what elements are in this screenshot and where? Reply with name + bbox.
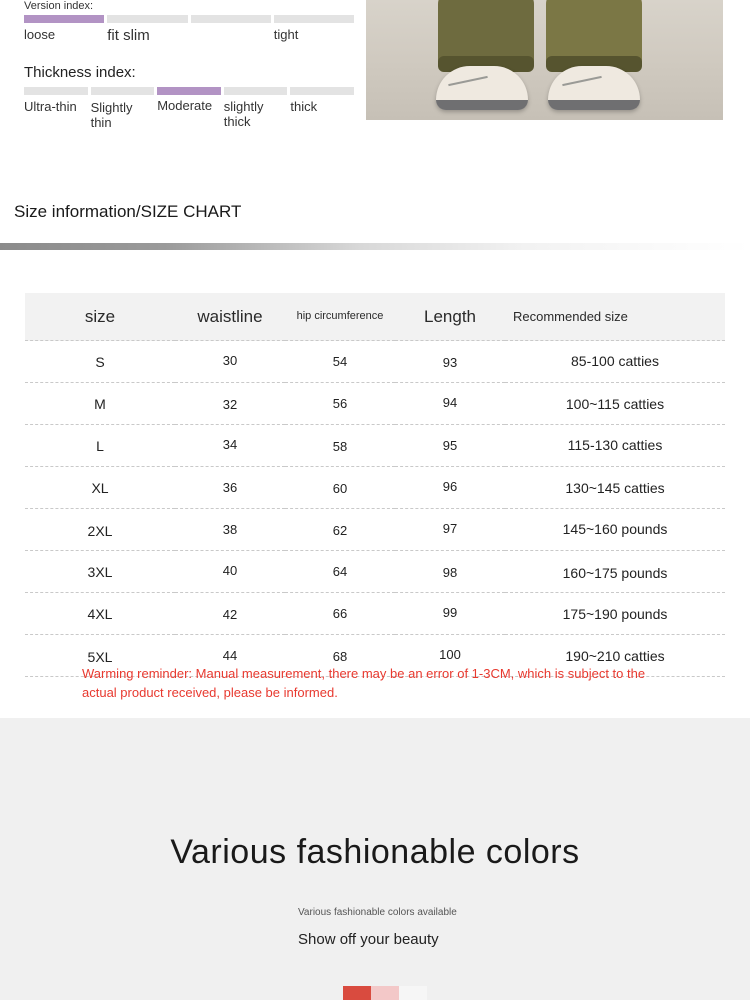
thickness-index-segment [24,87,88,95]
version-index-bar [24,15,354,23]
column-header-hip: hip circumference [285,293,395,341]
color-swatch[interactable] [399,986,427,1000]
cell-hip: 64 [285,551,395,593]
cell-hip: 56 [285,383,395,425]
sneaker-left-sole [436,100,528,110]
table-row [25,509,725,551]
version-index-segment [274,15,354,23]
cell-recommended: 115-130 catties [505,424,725,466]
table-header-row [25,293,725,341]
version-index-label [191,28,271,45]
cell-recommended: 145~160 pounds [505,508,725,550]
cell-recommended: 160~175 pounds [505,552,725,594]
colors-section [0,718,750,1000]
color-swatch[interactable] [343,986,371,1000]
cell-length: 93 [395,342,505,384]
column-header-recommended: Recommended size [505,293,725,341]
cell-length: 98 [395,552,505,594]
cell-waistline: 36 [175,467,285,509]
size-chart-header [25,293,725,341]
version-index-title: Version index: [24,0,94,12]
version-index-label: loose [24,27,56,42]
cell-size: S [25,341,175,383]
cell-hip: 60 [285,468,395,510]
cell-waistline: 34 [175,424,285,466]
cell-size: 3XL [25,551,175,593]
cell-size: 4XL [25,593,175,635]
thickness-index-segment [91,87,155,95]
cell-hip: 62 [285,510,395,552]
table-row [25,341,725,383]
indices-section [0,0,750,180]
color-swatch-list [343,986,427,1000]
cell-size: XL [25,467,175,509]
thickness-index-label: thick [290,99,318,114]
cell-size: 2XL [25,510,175,552]
version-index-label: fit slim [107,27,150,44]
cell-size: M [25,383,175,425]
cell-waistline: 32 [175,384,285,426]
cell-waistline: 44 [175,635,285,677]
cell-recommended: 130~145 catties [505,467,725,509]
thickness-index-title: Thickness index: [24,64,136,81]
table-row [25,467,725,509]
cell-hip: 66 [285,593,395,635]
cell-length: 96 [395,466,505,508]
size-chart-body [25,341,725,677]
column-header-waistline: waistline [175,293,285,341]
thickness-index-label: Ultra-thin [24,99,77,114]
cell-waistline: 38 [175,509,285,551]
cell-length: 94 [395,382,505,424]
thickness-index-label: slightly thick [223,99,264,129]
column-header-length: Length [395,293,505,341]
version-index-segment [191,15,271,23]
table-row [25,593,725,635]
cell-length: 100 [395,634,505,676]
cell-length: 97 [395,508,505,550]
table-row [25,383,725,425]
cell-recommended: 190~210 catties [505,635,725,677]
thickness-index-segment [224,87,288,95]
measurement-warning-text: Warming reminder: Manual measurement, there may be an error of 1-3CM, which is subject to the actual product received, please be informed. [82,666,646,700]
cell-length: 99 [395,592,505,634]
size-chart-table-wrapper [25,293,725,677]
cell-hip: 54 [285,341,395,383]
thickness-index-segment [290,87,354,95]
cell-recommended: 100~115 catties [505,383,725,425]
version-index-segment [24,15,104,23]
thickness-index-segment [157,87,221,95]
sneaker-right-sole [548,100,640,110]
size-chart-heading: Size information/SIZE CHART [14,202,242,221]
table-row [25,425,725,467]
cell-length: 95 [395,425,505,467]
thickness-index-block [24,64,354,130]
cell-waistline: 30 [175,340,285,382]
section-divider [0,243,750,250]
cell-hip: 68 [285,636,395,678]
size-chart-table [25,293,725,677]
version-index-labels [24,28,354,45]
hero-product-image [366,0,723,120]
cell-waistline: 42 [175,594,285,636]
cell-recommended: 85-100 catties [505,340,725,382]
version-index-label: tight [273,27,299,42]
image-background [366,0,723,120]
cell-size: 5XL [25,636,175,678]
colors-section-title: Various fashionable colors [170,833,580,871]
cell-size: L [25,425,175,467]
table-row [25,551,725,593]
version-index-block [24,0,354,45]
cell-waistline: 40 [175,550,285,592]
colors-section-subtitle: Various fashionable colors available [298,907,457,918]
cell-recommended: 175~190 pounds [505,593,725,635]
colors-section-subtitle-secondary: Show off your beauty [298,931,439,948]
thickness-index-label: Slightly thin [90,100,133,130]
thickness-index-label: Moderate [157,98,213,113]
version-index-segment [107,15,187,23]
column-header-size: size [25,293,175,341]
thickness-index-bar [24,87,354,95]
color-swatch[interactable] [371,986,399,1000]
thickness-index-labels [24,100,354,130]
cell-hip: 58 [285,426,395,468]
